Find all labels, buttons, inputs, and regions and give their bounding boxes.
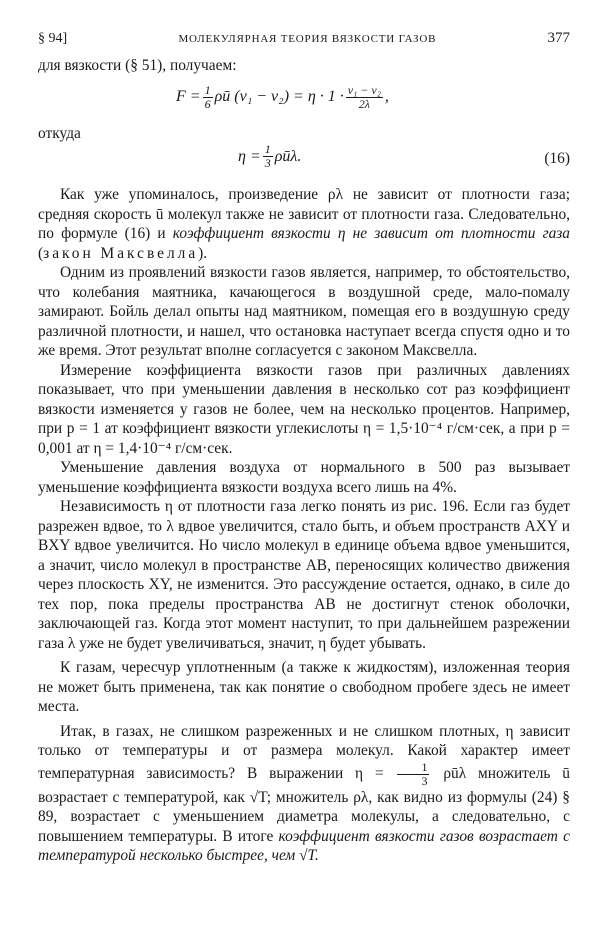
eq2-frac-den: 3 [264, 156, 271, 170]
eq1-frac1-num: 1 [204, 82, 211, 97]
para1-text-2: ( [38, 244, 44, 262]
para7-frac-den: 3 [421, 773, 428, 788]
para1-text-1: Как уже упоминалось, произведение ρλ не зависит от плотности газа; средняя скорость ū молекул также не зависит от плотности газа. Следовательно, по формуле (16) и [38, 186, 570, 242]
eq1-trail: , [384, 88, 389, 105]
eq2-lhs: η = [238, 147, 261, 165]
equation-1 [38, 76, 570, 124]
equation-number: (16) [544, 150, 570, 167]
para7-text-2: ρūλ множитель ū возрастает с температурой, как √T; множитель ρλ, как видно из формулы (24) § 89, возрастает с уменьшением диаметра молекулы, а следовательно, с повышением температуры. В итоге [38, 764, 570, 845]
running-header [38, 30, 570, 56]
eq1-mid: ρū (v₁ − v₂) = η · 1 · [214, 88, 344, 105]
eq1-frac1-den: 6 [204, 96, 211, 111]
paragraph-pressure-measurement: Измерение коэффициента вязкости газов при различных давлениях показывает, что при уменьшении давления в несколько сот раз коэффициент вязкости изменяется у газов не более, чем на несколько процентов. Например, при p = 1 ат коэффициент вязкости углекислоты η = 1,5·10⁻⁴ г/см·сек, а при p = 0,001 ат η = 1,4·10⁻⁴ г/см·сек. [38, 361, 570, 457]
para7-text-1: Итак, в газах, не слишком разреженных и не слишком плотных, η зависит только от температуры и от размера молекул. Какой характер имеет температурная зависимость? В выражении η = [38, 722, 570, 782]
para7-frac-num: 1 [397, 761, 429, 775]
equation-16 [38, 143, 570, 173]
para1-text-3: ). [198, 244, 208, 262]
eq1-frac1 [203, 84, 213, 111]
running-title: МОЛЕКУЛЯРНАЯ ТЕОРИЯ ВЯЗКОСТИ ГАЗОВ [178, 33, 437, 45]
paragraph-air-pressure: Уменьшение давления воздуха от нормального в 500 раз вызывает уменьшение коэффициента вязкости воздуха всего лишь на 4%. [38, 459, 570, 496]
paragraph-maxwell-law [38, 185, 570, 263]
page [38, 30, 570, 866]
paragraph-dense-gases: К газам, чересчур уплотненным (а также к жидкостям), изложенная теория не может быть применена, так как понятие о свободном пробеге здесь не имеет места. [38, 659, 570, 715]
eq1-frac2-den: 2λ [358, 96, 370, 111]
paragraph-density-independence: Независимость η от плотности газа легко понять из рис. 196. Если газ будет разрежен вдвое, то λ вдвое увеличится, стало быть, и объем пространств AXY и BXY вдвое увеличится. Но число молекул в единице объема вдвое уменьшится, а значит, число молекул в пространстве AB, переносящих количество движения через плоскость XY, не изменится. Это рассуждение остается, однако, в силе до тех пор, пока пределы пространства AB не достигнут стенок оболочки, заключающей газ. Когда этот момент наступит, то при дальнейшем разрежении газа λ уже не будет увеличиваться, значит, η будет убывать. [38, 498, 570, 652]
eq1-lhs: F = [176, 88, 201, 105]
eq1-frac2 [346, 84, 383, 111]
intro-line: для вязкости (§ 51), получаем: [38, 57, 237, 74]
para1-italic: коэффициент вязкости η не зависит от плотности газа [172, 225, 570, 242]
eq2-rhs: ρūλ. [274, 147, 302, 165]
otkuda-line: откуда [38, 124, 81, 142]
eq1-frac2-num: v₁ − v₂ [347, 82, 381, 97]
para7-frac [397, 761, 429, 788]
paragraph-temperature-dependence [38, 722, 570, 866]
page-number: 377 [547, 30, 570, 46]
para7-italic: коэффициент вязкости газов возрастает с температурой несколько быстрее, чем √T. [38, 827, 570, 864]
section-ref: § 94] [38, 31, 68, 46]
para1-spaced: закон Максвелла [43, 244, 199, 262]
paragraph-pendulum: Одним из проявлений вязкости газов является, например, то обстоятельство, что колебания маятника, качающегося в воздушной среде, мало-помалу замирают. Бойль делал опыты над маятником, помещая его в воздушную среду различной плотности, и нашел, что остановка наступает всегда спустя одно и то же время. Этот результат вполне согласуется с законом Максвелла. [38, 264, 570, 359]
eq2-frac-num: 1 [264, 142, 271, 156]
eq2-frac [263, 143, 273, 170]
